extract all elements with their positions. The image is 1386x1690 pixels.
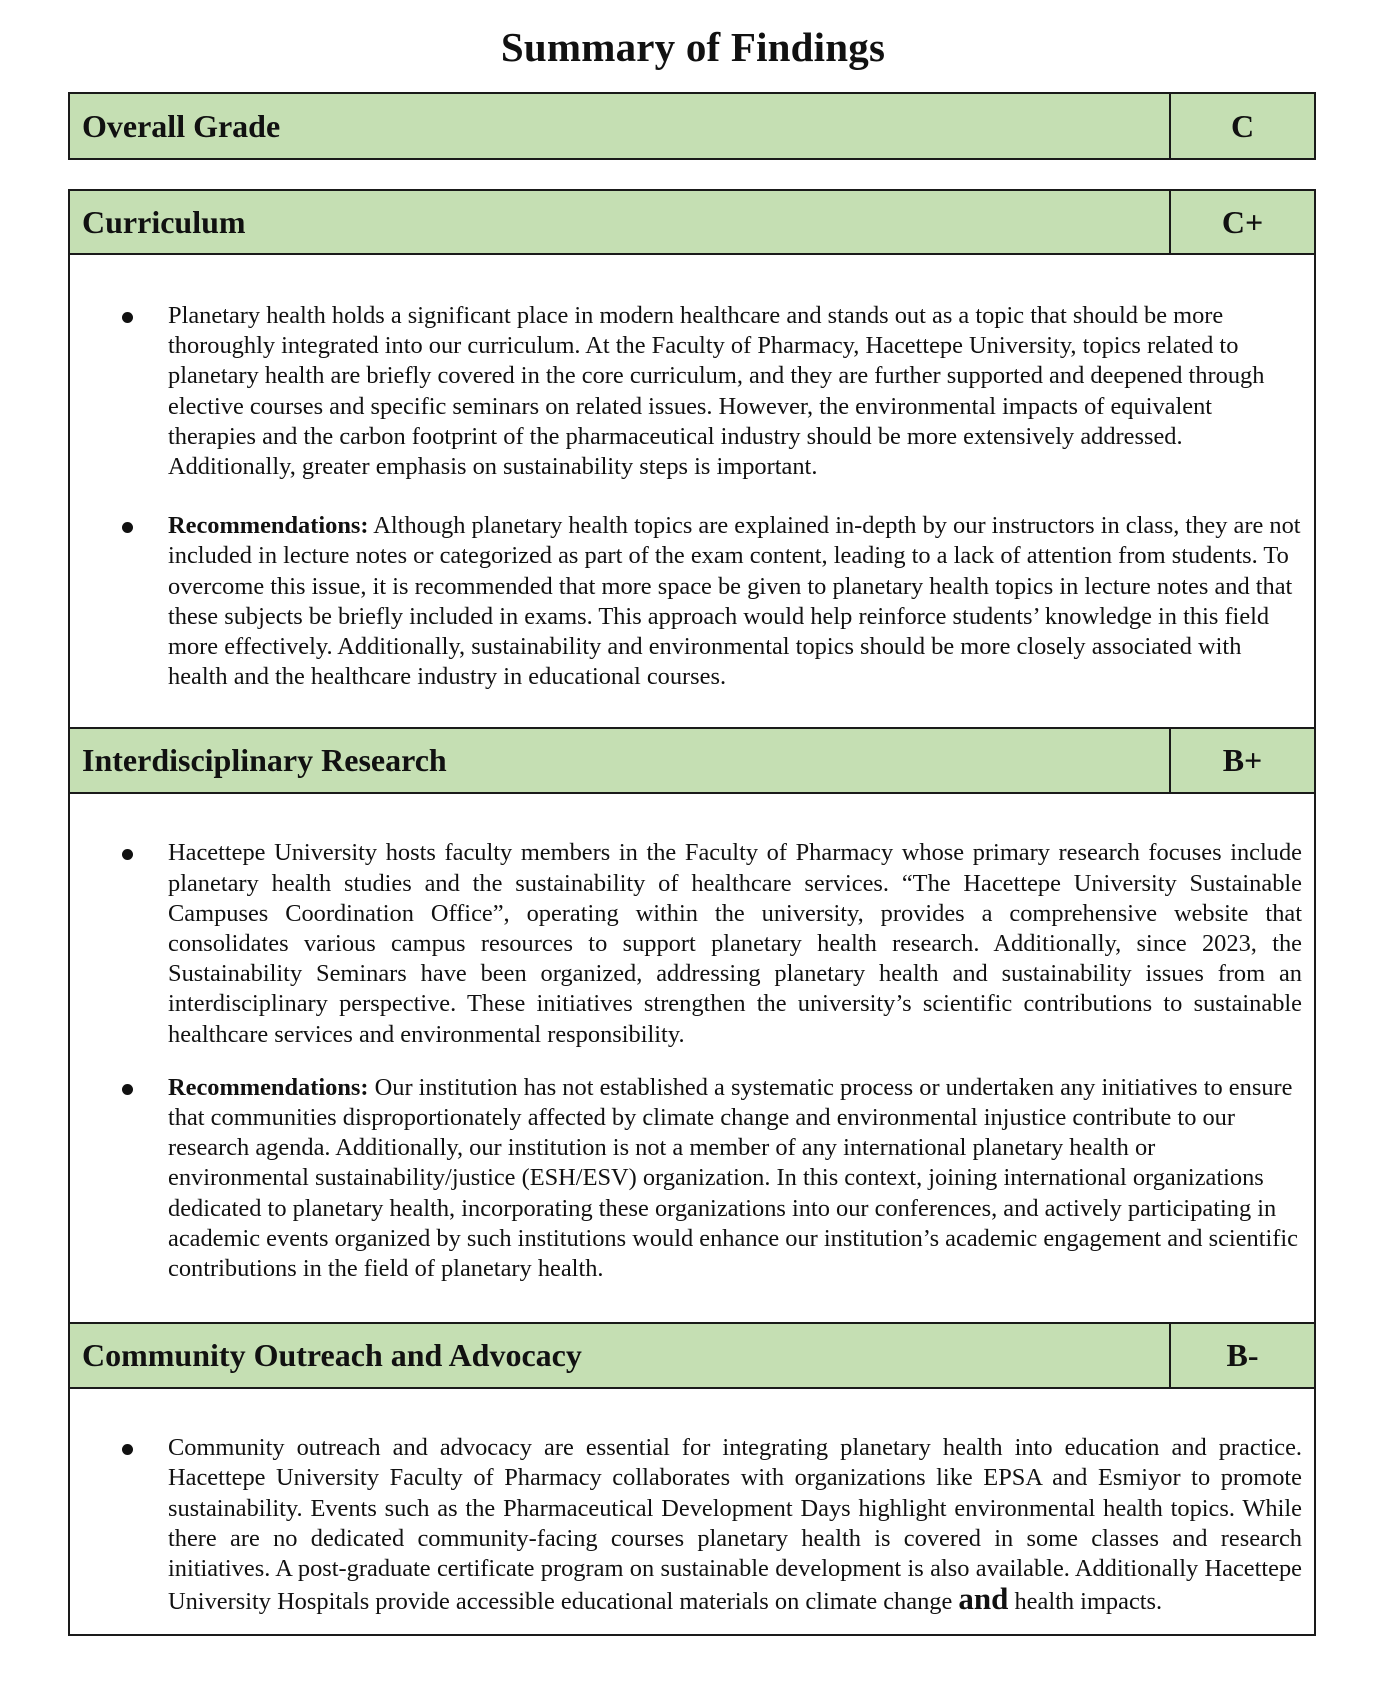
bullet-list	[70, 838, 1302, 1284]
item-text-end: health impacts.	[1008, 1588, 1163, 1616]
section-title: Curriculum	[82, 203, 246, 240]
page-title: Summary of Findings	[500, 24, 886, 70]
emphasized-word: and	[958, 1581, 1009, 1617]
bullet-icon	[122, 1444, 133, 1455]
overall-grade-label: Overall Grade	[82, 107, 281, 144]
section-body	[70, 255, 1314, 727]
bullet-icon	[122, 849, 133, 860]
recommendations-label: Recommendations:	[168, 512, 369, 540]
item-text: Hacettepe University hosts faculty members in the Faculty of Pharmacy whose primary research focuses include planetary health studies and the sustainability of healthcare services. “The Hacettepe University Sustainable Campuses Coordination Office”, operating within the university, provides a comprehensive website that consolidates various campus resources to support planetary health research. Additionally, since 2023, the Sustainability Seminars have been organized, addressing planetary health and sustainability issues from an interdisciplinary perspective. These initiatives strengthen the university’s scientific contributions to sustainable healthcare services and environmental responsibility.	[168, 839, 1302, 1048]
section-body	[70, 794, 1314, 1322]
list-item	[70, 838, 1302, 1049]
findings-table	[68, 189, 1316, 1636]
section-grade: B-	[1169, 1324, 1314, 1387]
section-grade: B+	[1169, 729, 1314, 792]
overall-grade-value: C	[1169, 94, 1314, 158]
section-curriculum	[70, 191, 1314, 727]
item-text: Our institution has not established a systematic process or undertaken any initiatives to ensure that communities disproportionately affected by climate change and environmental injustice contribute to our research agenda. Additionally, our institution is not a member of any international planetary health or environmental sustainability/justice (ESH/ESV) organization. In this context, joining international organizations dedicated to planetary health, incorporating these organizations into our conferences, and actively participating in academic events organized by such institutions would enhance our institution’s academic engagement and scientific contributions in the field of planetary health.	[168, 1073, 1298, 1283]
section-title: Community Outreach and Advocacy	[82, 1337, 582, 1374]
section-header	[70, 191, 1314, 255]
overall-grade-row	[70, 94, 1314, 158]
section-interdisciplinary-research	[70, 727, 1314, 1322]
list-item-recommendations	[70, 1073, 1302, 1284]
section-grade: C+	[1169, 191, 1314, 253]
bullet-list	[70, 1433, 1302, 1617]
item-text: Planetary health holds a significant place in modern healthcare and stands out as a topic that should be more thoroughly integrated into our curriculum. At the Faculty of Pharmacy, Hacettepe University, topics related to planetary health are briefly covered in the core curriculum, and they are further supported and deepened through elective courses and specific seminars on related issues. However, the environmental impacts of equivalent therapies and the carbon footprint of the pharmaceutical industry should be more extensively addressed. Additionally, greater emphasis on sustainability steps is important.	[168, 302, 1265, 481]
recommendations-label: Recommendations:	[168, 1073, 369, 1101]
list-item-recommendations	[70, 511, 1302, 692]
bullet-icon	[122, 312, 133, 323]
section-header	[70, 727, 1314, 794]
section-body	[70, 1389, 1314, 1633]
section-title: Interdisciplinary Research	[82, 742, 447, 779]
section-header	[70, 1322, 1314, 1389]
bullet-list	[70, 301, 1302, 692]
overall-grade-table	[68, 92, 1316, 160]
item-text: Community outreach and advocacy are essential for integrating planetary health into education and practice. Hacettepe University Faculty of Pharmacy collaborates with organizations like EPSA and Esmiyor to promote sustainability. Events such as the Pharmaceutical Development Days highlight environmental health topics. While there are no dedicated community-facing courses planetary health is covered in some classes and research initiatives. A post-graduate certificate program on sustainable development is also available. Additionally Hacettepe University Hospitals provide accessible educational materials on climate change	[168, 1434, 1302, 1616]
list-item	[70, 301, 1302, 482]
section-community-outreach	[70, 1322, 1314, 1633]
list-item	[70, 1433, 1302, 1617]
item-text: Although planetary health topics are explained in-depth by our instructors in class, they are not included in lecture notes or categorized as part of the exam content, leading to a lack of attention from students. To overcome this issue, it is recommended that more space be given to planetary health topics in lecture notes and that these subjects be briefly included in exams. This approach would help reinforce students’ knowledge in this field more effectively. Additionally, sustainability and environmental topics should be more closely associated with health and the healthcare industry in educational courses.	[168, 512, 1301, 691]
bullet-icon	[122, 522, 133, 533]
bullet-icon	[122, 1084, 133, 1095]
